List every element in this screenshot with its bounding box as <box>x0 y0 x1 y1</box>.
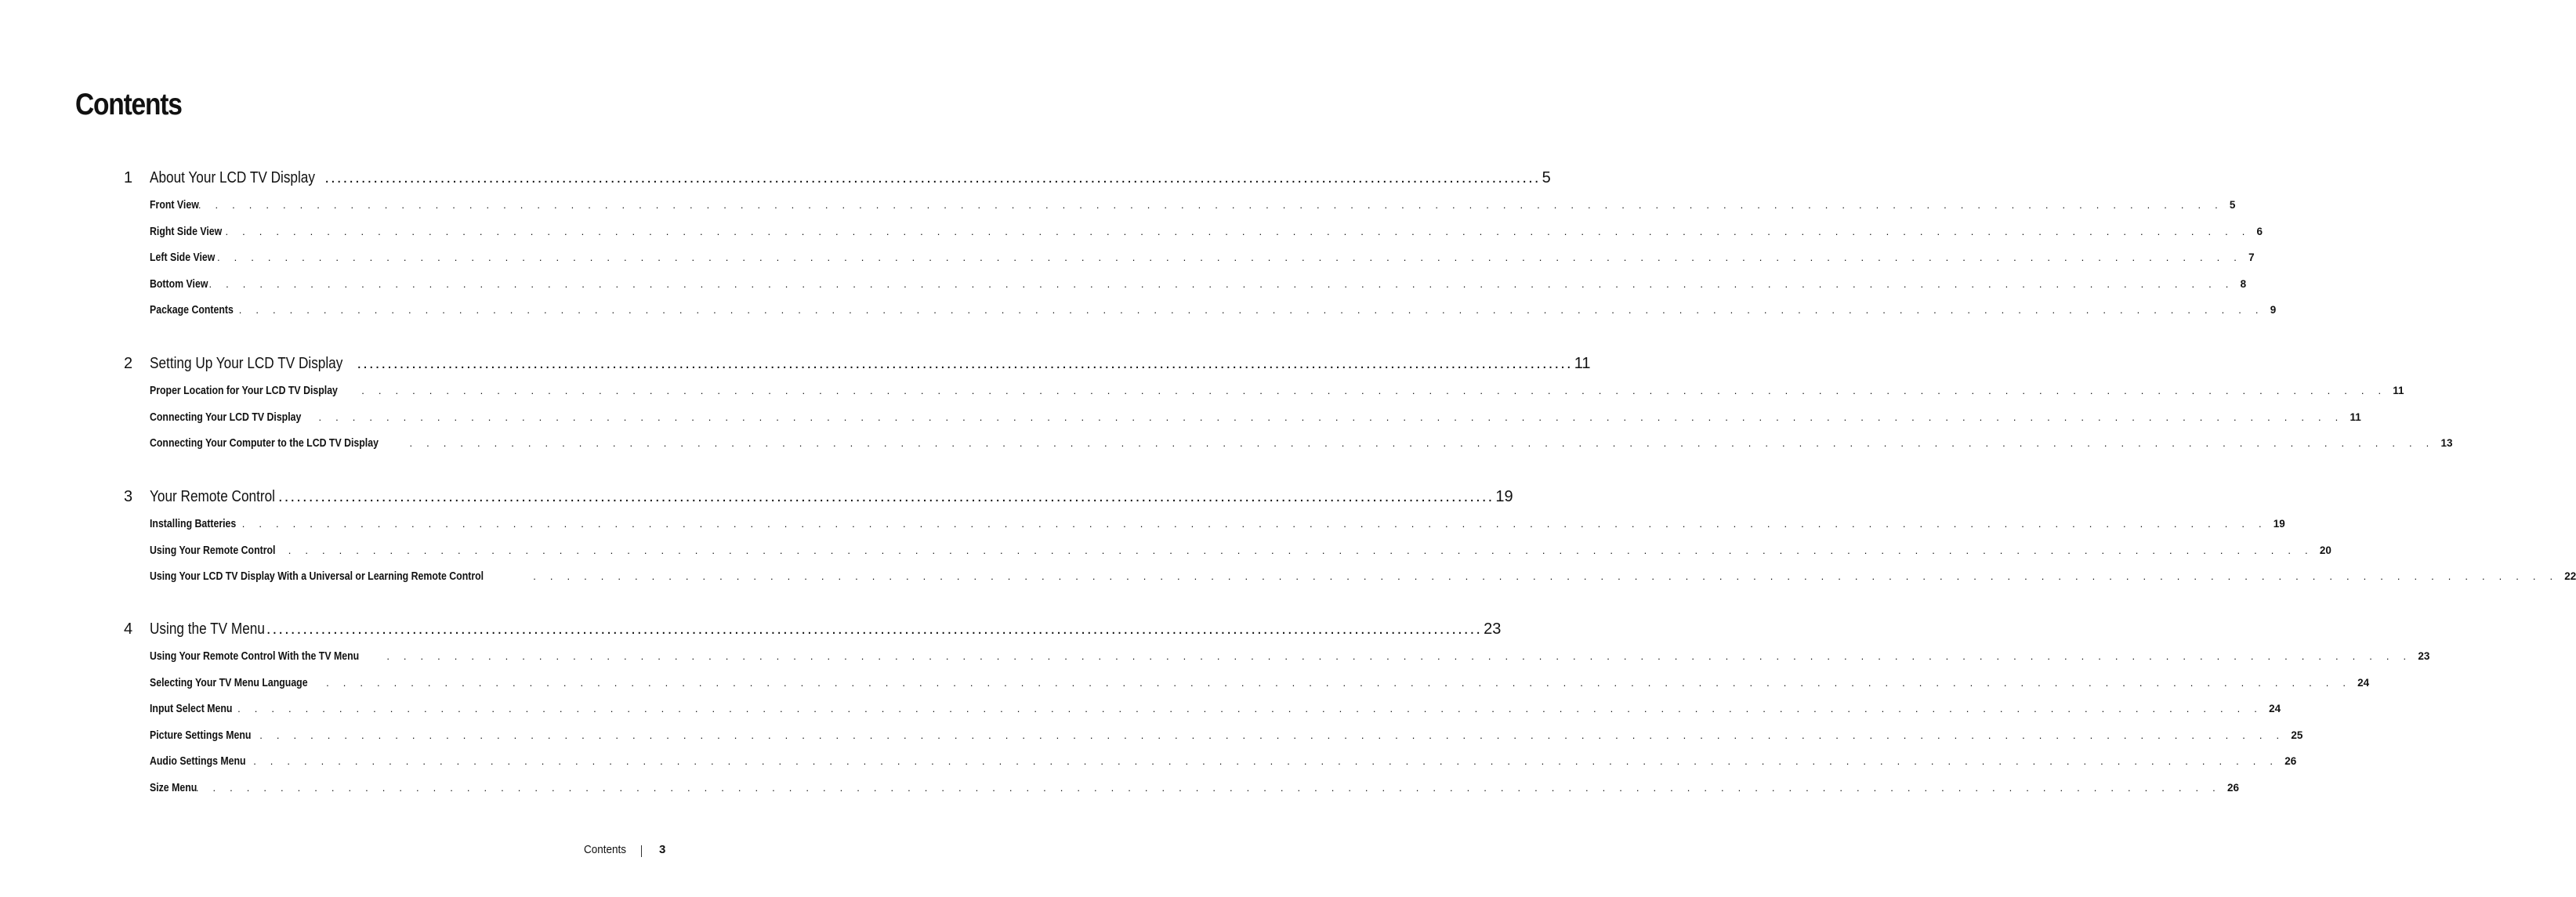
dot-leader: ........................................................................................................................................................................................................ <box>357 355 1573 372</box>
section-page-number: 8 <box>2240 277 2247 290</box>
section-page-number: 11 <box>2350 411 2361 423</box>
dot-leader: . . . . . . . . . . . . . . . . . . . . . . . . . . . . . . . . . . . . . . . . . . . . . . . . . . . . . . . . . . . . . . . . . . . . . . . . . . . . . . . . . . . . . . . . . . . . . . . . . . . . . . . . . . . . . . . . . . . . . . . . <box>208 277 2234 290</box>
section-title: Right Side View <box>150 225 223 238</box>
page-title: Contents <box>75 88 182 121</box>
toc-section-entry[interactable] <box>150 251 2255 267</box>
section-page-number: 24 <box>2357 676 2370 689</box>
dot-leader: ........................................................................................................................................................................................................ <box>324 169 1541 186</box>
chapter-page-number: 11 <box>1574 355 1591 372</box>
dot-leader: . . . . . . . . . . . . . . . . . . . . . . . . . . . . . . . . . . . . . . . . . . . . . . . . . . . . . . . . . . . . . . . . . . . . . . . . . . . . . . . . . . . . . . . . . . . . . . . . . . . . . . . . . . . . . . . . . . . . . . . . <box>361 385 2387 396</box>
section-title: Proper Location for Your LCD TV Display <box>150 385 338 397</box>
dot-leader: . . . . . . . . . . . . . . . . . . . . . . . . . . . . . . . . . . . . . . . . . . . . . . . . . . . . . . . . . . . . . . . . . . . . . . . . . . . . . . . . . . . . . . . . . . . . . . . . . . . . . . . . . . . . . . . . . . . . . . . . <box>238 304 2264 316</box>
toc-section-entry[interactable] <box>150 437 2453 453</box>
dot-leader: ........................................................................................................................................................................................................ <box>266 620 1483 638</box>
section-title: Connecting Your Computer to the LCD TV Display <box>150 437 379 450</box>
section-title: Bottom View <box>150 277 208 291</box>
toc-section-entry[interactable] <box>150 782 2239 798</box>
chapter-row <box>150 488 1513 506</box>
dot-leader: . . . . . . . . . . . . . . . . . . . . . . . . . . . . . . . . . . . . . . . . . . . . . . . . . . . . . . . . . . . . . . . . . . . . . . . . . . . . . . . . . . . . . . . . . . . . . . . . . . . . . . . . . . . . . . . . . . . . . . . . <box>318 411 2344 423</box>
section-page-number: 5 <box>2229 199 2236 211</box>
section-page-number: 23 <box>2418 650 2430 662</box>
chapter-number: 3 <box>124 488 133 505</box>
section-page-number: 13 <box>2440 437 2453 450</box>
chapter-number: 4 <box>124 620 133 638</box>
section-title: Selecting Your TV Menu Language <box>150 676 308 689</box>
chapter-number: 2 <box>124 355 133 372</box>
dot-leader: . . . . . . . . . . . . . . . . . . . . . . . . . . . . . . . . . . . . . . . . . . . . . . . . . . . . . . . . . . . . . . . . . . . . . . . . . . . . . . . . . . . . . . . . . . . . . . . . . . . . . . . . . . . . . . . . . . . . . . . . <box>386 650 2412 662</box>
section-page-number: 22 <box>2564 570 2576 583</box>
section-title: Size Menu <box>150 782 197 794</box>
toc-section-entry[interactable] <box>150 755 2297 771</box>
toc-chapter-entry[interactable] <box>0 620 1502 642</box>
section-title: Using Your Remote Control With the TV Menu <box>150 650 360 663</box>
section-title: Audio Settings Menu <box>150 755 246 769</box>
chapter-title: Your Remote Control <box>150 488 275 505</box>
chapter-row <box>150 620 1502 638</box>
section-page-number: 25 <box>2291 729 2303 741</box>
footer-page-number: 3 <box>659 843 666 856</box>
toc-section-entry[interactable] <box>150 225 2263 241</box>
section-page-number: 20 <box>2319 544 2331 556</box>
section-title: Installing Batteries <box>150 518 237 530</box>
toc-section-entry[interactable] <box>150 304 2277 320</box>
section-title: Connecting Your LCD TV Display <box>150 411 302 424</box>
chapter-title: Setting Up Your LCD TV Display <box>150 355 343 372</box>
toc-section-entry[interactable] <box>150 385 2404 400</box>
dot-leader: . . . . . . . . . . . . . . . . . . . . . . . . . . . . . . . . . . . . . . . . . . . . . . . . . . . . . . . . . . . . . . . . . . . . . . . . . . . . . . . . . . . . . . . . . . . . . . . . . . . . . . . . . . . . . . . . . . . . . . . . <box>259 729 2285 741</box>
dot-leader: . . . . . . . . . . . . . . . . . . . . . . . . . . . . . . . . . . . . . . . . . . . . . . . . . . . . . . . . . . . . . . . . . . . . . . . . . . . . . . . . . . . . . . . . . . . . . . . . . . . . . . . . . . . . . . . . . . . . . . . . <box>195 782 2221 794</box>
section-page-number: 26 <box>2226 782 2239 794</box>
toc-chapter-entry[interactable] <box>0 169 1551 191</box>
footer-label: Contents <box>583 843 626 856</box>
toc-section-entry[interactable] <box>150 729 2303 745</box>
toc-section-entry[interactable] <box>150 518 2285 533</box>
toc-chapter-entry[interactable] <box>0 488 1513 510</box>
section-title: Left Side View <box>150 251 216 265</box>
toc-section-entry[interactable] <box>150 676 2370 693</box>
section-page-number: 24 <box>2269 703 2281 715</box>
toc-section-entry[interactable] <box>150 703 2281 718</box>
section-page-number: 11 <box>2393 385 2404 396</box>
toc-section-entry[interactable] <box>150 277 2247 294</box>
chapter-row <box>150 355 1591 373</box>
toc-section-entry[interactable] <box>150 544 2331 560</box>
dot-leader: . . . . . . . . . . . . . . . . . . . . . . . . . . . . . . . . . . . . . . . . . . . . . . . . . . . . . . . . . . . . . . . . . . . . . . . . . . . . . . . . . . . . . . . . . . . . . . . . . . . . . . . . . . . . . . . . . . . . . . . . <box>197 199 2223 211</box>
section-page-number: 26 <box>2284 755 2297 768</box>
section-title: Using Your LCD TV Display With a Universal or Learning Remote Control <box>150 570 484 584</box>
section-page-number: 7 <box>2248 251 2255 264</box>
dot-leader: . . . . . . . . . . . . . . . . . . . . . . . . . . . . . . . . . . . . . . . . . . . . . . . . . . . . . . . . . . . . . . . . . . . . . . . . . . . . . . . . . . . . . . . . . . . . . . . . . . . . . . . . . . . . . . . . . . . . . . . . <box>241 518 2267 530</box>
dot-leader: . . . . . . . . . . . . . . . . . . . . . . . . . . . . . . . . . . . . . . . . . . . . . . . . . . . . . . . . . . . . . . . . . . . . . . . . . . . . . . . . . . . . . . . . . . . . . . . . . . . . . . . . . . . . . . . . . . . . . . . . <box>288 544 2313 556</box>
toc-section-entry[interactable] <box>150 411 2361 427</box>
section-title: Input Select Menu <box>150 703 233 716</box>
dot-leader: . . . . . . . . . . . . . . . . . . . . . . . . . . . . . . . . . . . . . . . . . . . . . . . . . . . . . . . . . . . . . . . . . . . . . . . . . . . . . . . . . . . . . . . . . . . . . . . . . . . . . . . . . . . . . . . . . . . . . . . . <box>217 251 2243 264</box>
page-footer <box>0 843 748 860</box>
chapter-title: About Your LCD TV Display <box>150 169 315 186</box>
chapter-page-number: 19 <box>1495 488 1513 505</box>
dot-leader: ........................................................................................................................................................................................................ <box>278 488 1495 505</box>
chapter-row <box>150 169 1551 187</box>
dot-leader: . . . . . . . . . . . . . . . . . . . . . . . . . . . . . . . . . . . . . . . . . . . . . . . . . . . . . . . . . . . . . . . . . . . . . . . . . . . . . . . . . . . . . . . . . . . . . . . . . . . . . . . . . . . . . . . . . . . . . . . . <box>533 570 2559 583</box>
section-page-number: 19 <box>2273 518 2285 530</box>
toc-section-entry[interactable] <box>150 570 2576 586</box>
footer-divider <box>641 845 642 857</box>
section-title: Front View <box>150 199 199 212</box>
toc-section-entry[interactable] <box>150 650 2430 666</box>
section-title: Package Contents <box>150 304 234 317</box>
toc-section-entry[interactable] <box>150 199 2236 215</box>
dot-leader: . . . . . . . . . . . . . . . . . . . . . . . . . . . . . . . . . . . . . . . . . . . . . . . . . . . . . . . . . . . . . . . . . . . . . . . . . . . . . . . . . . . . . . . . . . . . . . . . . . . . . . . . . . . . . . . . . . . . . . . . <box>326 676 2352 689</box>
chapter-number: 1 <box>124 169 133 186</box>
chapter-title: Using the TV Menu <box>150 620 265 638</box>
chapter-page-number: 5 <box>1542 169 1551 186</box>
section-title: Picture Settings Menu <box>150 729 252 742</box>
section-page-number: 9 <box>2270 304 2277 316</box>
dot-leader: . . . . . . . . . . . . . . . . . . . . . . . . . . . . . . . . . . . . . . . . . . . . . . . . . . . . . . . . . . . . . . . . . . . . . . . . . . . . . . . . . . . . . . . . . . . . . . . . . . . . . . . . . . . . . . . . . . . . . . . . <box>409 437 2435 450</box>
toc-chapter-entry[interactable] <box>0 355 1591 377</box>
section-title: Using Your Remote Control <box>150 544 276 557</box>
dot-leader: . . . . . . . . . . . . . . . . . . . . . . . . . . . . . . . . . . . . . . . . . . . . . . . . . . . . . . . . . . . . . . . . . . . . . . . . . . . . . . . . . . . . . . . . . . . . . . . . . . . . . . . . . . . . . . . . . . . . . . . . <box>253 755 2279 768</box>
section-page-number: 6 <box>2256 225 2263 237</box>
dot-leader: . . . . . . . . . . . . . . . . . . . . . . . . . . . . . . . . . . . . . . . . . . . . . . . . . . . . . . . . . . . . . . . . . . . . . . . . . . . . . . . . . . . . . . . . . . . . . . . . . . . . . . . . . . . . . . . . . . . . . . . . <box>225 225 2251 237</box>
chapter-page-number: 23 <box>1484 620 1502 638</box>
dot-leader: . . . . . . . . . . . . . . . . . . . . . . . . . . . . . . . . . . . . . . . . . . . . . . . . . . . . . . . . . . . . . . . . . . . . . . . . . . . . . . . . . . . . . . . . . . . . . . . . . . . . . . . . . . . . . . . . . . . . . . . . <box>237 703 2263 715</box>
